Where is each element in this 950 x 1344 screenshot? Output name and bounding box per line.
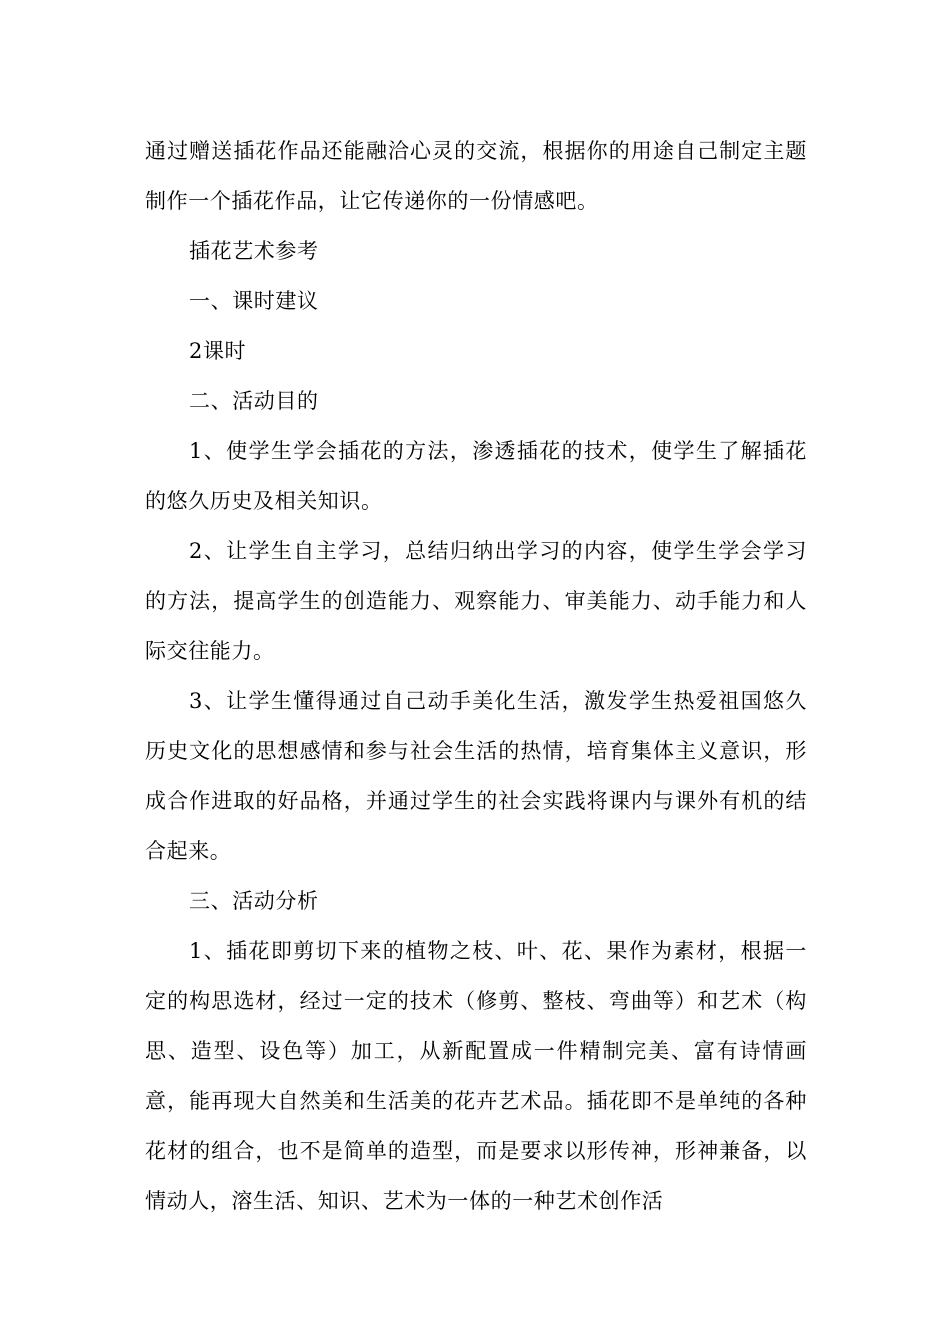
paragraph-goal-3: 3、让学生懂得通过自己动手美化生活，激发学生热爱祖国悠久历史文化的思想感情和参与社会生活的热情，培育集体主义意识，形成合作进取的好品格，并通过学生的社会实践将课内与课外有机的结合起来。 bbox=[145, 689, 807, 863]
paragraph-intro: 通过赠送插花作品还能融洽心灵的交流，根据你的用途自己制定主题制作一个插花作品，让它传递你的一份情感吧。 bbox=[145, 139, 807, 213]
document-body bbox=[145, 126, 807, 1226]
section-heading-2: 二、活动目的 bbox=[189, 389, 319, 413]
paragraph-analysis-1: 1、插花即剪切下来的植物之枝、叶、花、果作为素材，根据一定的构思选材，经过一定的技术（修剪、整枝、弯曲等）和艺术（构思、造型、设色等）加工，从新配置成一件精制完美、富有诗情画意，能再现大自然美和生活美的花卉艺术品。插花即不是单纯的各种花材的组合，也不是简单的造型，而是要求以形传神，形神兼备，以情动人，溶生活、知识、艺术为一体的一种艺术创作活 bbox=[145, 939, 807, 1213]
paragraph-goal-2: 2、让学生自主学习，总结归纳出学习的内容，使学生学会学习的方法，提高学生的创造能力、观察能力、审美能力、动手能力和人际交往能力。 bbox=[145, 539, 807, 663]
paragraph-class-hours: 2课时 bbox=[189, 339, 247, 363]
section-heading-3: 三、活动分析 bbox=[189, 889, 319, 913]
paragraph-title: 插花艺术参考 bbox=[189, 239, 319, 263]
section-heading-1: 一、课时建议 bbox=[189, 289, 319, 313]
paragraph-goal-1: 1、使学生学会插花的方法，渗透插花的技术，使学生了解插花的悠久历史及相关知识。 bbox=[145, 439, 807, 513]
